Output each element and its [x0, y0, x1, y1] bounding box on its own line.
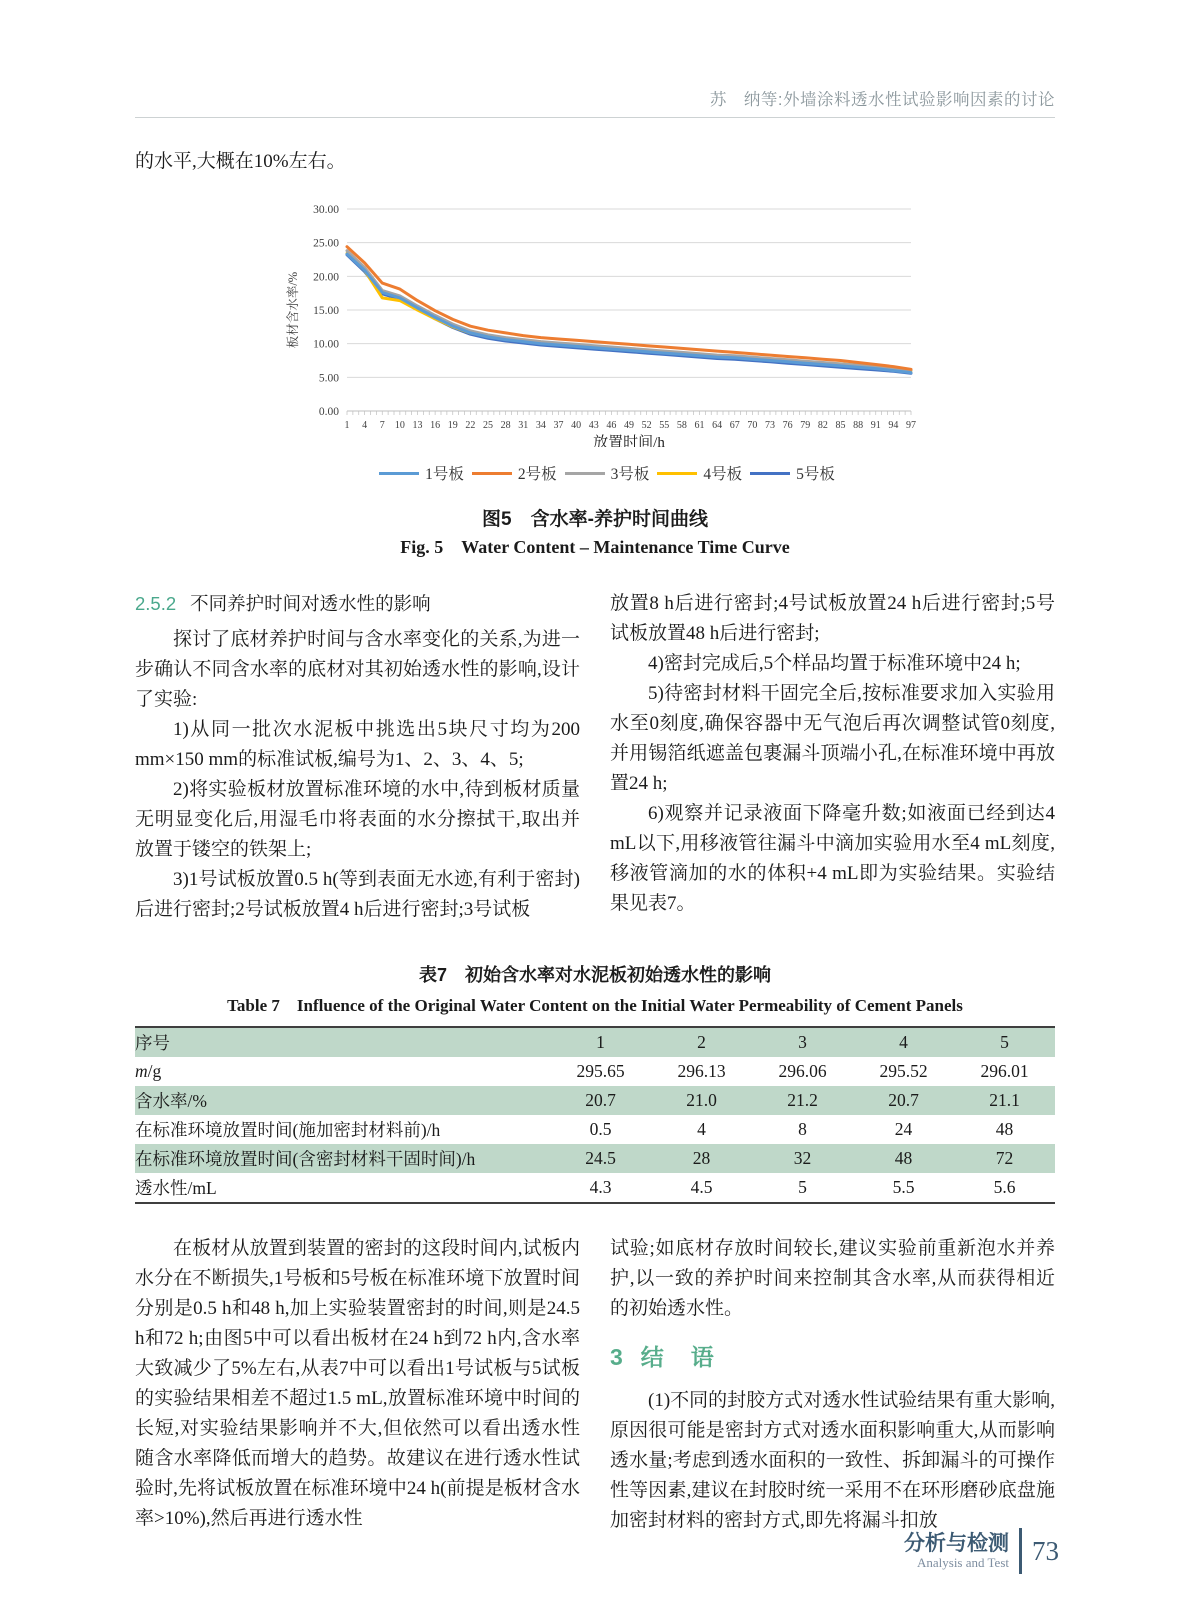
cell-value: 3	[798, 1032, 807, 1052]
header-rule	[135, 117, 1055, 118]
section3-heading	[610, 1342, 1055, 1372]
cell-value: 48	[995, 1119, 1014, 1139]
paragraph: 3)1号试板放置0.5 h(等到表面无水迹,有利于密封)后进行密封;2号试板放置4 h后进行密封;3号试板	[135, 869, 580, 920]
svg-text:67: 67	[729, 420, 740, 431]
svg-text:37: 37	[553, 420, 564, 431]
legend-label: 4号板	[703, 466, 743, 483]
legend-line-swatch	[565, 472, 605, 475]
cell-value: 296.01	[980, 1061, 1029, 1081]
svg-text:20.00: 20.00	[313, 271, 339, 284]
svg-text:5.00: 5.00	[318, 372, 339, 385]
subsection-heading-252	[135, 589, 580, 619]
table7	[135, 1026, 1055, 1204]
svg-text:85: 85	[835, 420, 846, 431]
cell-value: 0.5	[589, 1119, 612, 1139]
cell-value: 4	[899, 1032, 908, 1052]
row-label: 在标准环境放置时间(含密封材料干固时间)/h	[135, 1149, 476, 1169]
footer-divider-bar	[1019, 1528, 1022, 1574]
paragraph: (1)不同的封胶方式对透水性试验结果有重大影响,原因很可能是密封方式对透水面积影响重大,从而影响透水量;考虑到透水面积的一致性、拆卸漏斗的可操作性等因素,建议在封胶时统一采用不在环形磨砂底盘施加密封材料的密封方式,即先将漏斗扣放	[610, 1390, 1055, 1531]
cell-value: 20.7	[585, 1090, 616, 1110]
svg-text:25.00: 25.00	[313, 237, 339, 250]
y-axis-title: 板材含水率/%	[286, 271, 300, 349]
cell-value: 295.65	[576, 1061, 625, 1081]
table-row	[135, 1144, 1055, 1173]
running-header	[135, 0, 1055, 110]
svg-text:82: 82	[817, 420, 828, 431]
cell-value: 5.5	[892, 1177, 915, 1197]
legend-line-swatch	[379, 472, 419, 475]
paragraph: 1)从同一批次水泥板中挑选出5块尺寸均为200 mm×150 mm的标准试板,编号为1、2、3、4、5;	[135, 719, 580, 770]
cell-value: 4	[697, 1119, 706, 1139]
figure5-chart-block	[283, 195, 931, 484]
legend-label: 3号板	[610, 466, 650, 483]
cell-value: 5	[798, 1177, 807, 1197]
svg-text:64: 64	[712, 420, 723, 431]
row-label: 透水性/mL	[135, 1178, 217, 1198]
svg-text:19: 19	[447, 420, 458, 431]
svg-text:97: 97	[906, 420, 916, 431]
cell-value: 24	[894, 1119, 913, 1139]
table7-title-en: Table 7 Influence of the Original Water Content on the Initial Water Permeability of Cement Panels	[227, 996, 963, 1015]
table-row	[135, 1115, 1055, 1144]
svg-text:0.00: 0.00	[318, 406, 339, 418]
svg-text:25: 25	[483, 420, 493, 431]
cell-value: 296.13	[677, 1061, 726, 1081]
cell-value: 48	[894, 1148, 913, 1168]
legend-line-swatch	[657, 472, 697, 475]
cell-value: 28	[692, 1148, 711, 1168]
svg-text:10: 10	[394, 420, 405, 431]
svg-text:43: 43	[588, 420, 599, 431]
paragraph: 在板材从放置到装置的密封的这段时间内,试板内水分在不断损失,1号板和5号板在标准环境下放置时间分别是0.5 h和48 h,加上实验装置密封的时间,则是24.5 h和72 h;由图5中可以看出板材在24 h到72 h内,含水率大致减少了5%左右,从表7中可以看出1号试板与5试板的实验结果相差不超过1.5 mL,放置标准环境中时间的长短,对实验结果影响并不大,但依然可以看出透水性随含水率降低而增大的趋势。故建议在进行透水性试验时,先将试板放置在标准环境中24 h(前提是板材含水率>10%),然后再进行透水性	[135, 1238, 580, 1529]
legend-item	[472, 462, 557, 484]
cell-value: 296.06	[778, 1061, 827, 1081]
legend-line-swatch	[472, 472, 512, 475]
figure5-caption-en: Fig. 5 Water Content – Maintenance Time Curve	[400, 537, 790, 557]
paragraph: 5)待密封材料干固完全后,按标准要求加入实验用水至0刻度,确保容器中无气泡后再次调整试管0刻度,并用锡箔纸遮盖包裹漏斗顶端小孔,在标准环境中再放置24 h;	[610, 683, 1055, 794]
svg-text:52: 52	[641, 420, 652, 431]
row-label: 序号	[135, 1033, 170, 1053]
svg-text:16: 16	[430, 420, 441, 431]
svg-text:30.00: 30.00	[313, 204, 339, 216]
svg-text:31: 31	[518, 420, 529, 431]
cell-value: 4.3	[589, 1177, 612, 1197]
svg-text:46: 46	[606, 420, 617, 431]
cell-value: 5.6	[993, 1177, 1016, 1197]
svg-text:55: 55	[659, 420, 670, 431]
cell-value: 2	[697, 1032, 706, 1052]
svg-text:34: 34	[535, 420, 546, 431]
column-top-left	[135, 589, 580, 925]
cell-value: 32	[793, 1148, 812, 1168]
page-number: 73	[1032, 1535, 1059, 1566]
svg-text:73: 73	[765, 420, 775, 431]
paragraph: 放置8 h后进行密封;4号试板放置24 h后进行密封;5号试板放置48 h后进行密封;	[610, 593, 1055, 644]
table-row	[135, 1173, 1055, 1203]
subsection-number: 2.5.2	[135, 593, 177, 614]
svg-text:76: 76	[782, 420, 793, 431]
legend-item	[379, 462, 464, 484]
journal-name	[904, 1532, 1009, 1570]
page-footer	[904, 1528, 1059, 1574]
row-label: m/g	[135, 1061, 162, 1081]
cell-value: 21.2	[787, 1090, 818, 1110]
svg-text:1: 1	[344, 420, 350, 431]
table7-title-zh: 表7 初始含水率对水泥板初始透水性的影响	[418, 965, 771, 985]
table-row	[135, 1027, 1055, 1057]
column-top-right	[610, 589, 1055, 925]
paragraph: 探讨了底材养护时间与含水率变化的关系,为进一步确认不同含水率的底材对其初始透水性的影响,设计了实验:	[135, 629, 580, 710]
table-row	[135, 1086, 1055, 1115]
svg-text:61: 61	[694, 420, 705, 431]
legend-label: 5号板	[796, 466, 835, 483]
cell-value: 24.5	[585, 1148, 616, 1168]
legend-label: 1号板	[425, 466, 464, 483]
legend-label: 2号板	[517, 466, 557, 483]
x-axis-ticks	[347, 411, 911, 415]
svg-text:88: 88	[853, 420, 864, 431]
svg-text:40: 40	[571, 420, 582, 431]
subsection-title: 不同养护时间对透水性的影响	[190, 593, 431, 614]
x-axis-title: 放置时间/h	[593, 435, 665, 447]
cell-value: 8	[798, 1119, 807, 1139]
columns-top	[135, 589, 1055, 925]
paragraph: 6)观察并记录液面下降毫升数;如液面已经到达4 mL以下,用移液管往漏斗中滴加实验用水至4 mL刻度,移液管滴加的水的体积+4 mL即为实验结果。实验结果见表7。	[610, 803, 1055, 914]
svg-text:79: 79	[800, 420, 811, 431]
paragraph: 2)将实验板材放置标准环境的水中,待到板材质量无明显变化后,用湿毛巾将表面的水分擦拭干,取出并放置于镂空的铁架上;	[135, 779, 580, 860]
paragraph: 4)密封完成后,5个样品均置于标准环境中24 h;	[648, 653, 1021, 674]
line-chart	[283, 195, 931, 447]
section3-number: 3	[610, 1344, 623, 1370]
y-tick-labels	[313, 204, 339, 418]
legend-item	[750, 462, 835, 484]
svg-text:4: 4	[362, 420, 368, 431]
svg-text:70: 70	[747, 420, 758, 431]
svg-text:10.00: 10.00	[313, 338, 339, 351]
cell-value: 21.0	[686, 1090, 717, 1110]
column-bottom-left	[135, 1234, 580, 1536]
legend-item	[565, 462, 650, 484]
svg-text:15.00: 15.00	[313, 305, 339, 317]
cell-value: 1	[596, 1032, 605, 1052]
svg-text:13: 13	[412, 420, 423, 431]
cell-value: 20.7	[888, 1090, 919, 1110]
svg-text:91: 91	[870, 420, 881, 431]
table-row	[135, 1057, 1055, 1086]
svg-text:7: 7	[379, 420, 385, 431]
cell-value: 295.52	[879, 1061, 928, 1081]
legend-line-swatch	[750, 472, 790, 475]
cell-value: 4.5	[690, 1177, 713, 1197]
figure5-caption-zh: 图5 含水率-养护时间曲线	[482, 509, 708, 530]
svg-text:94: 94	[888, 420, 899, 431]
row-label: 在标准环境放置时间(施加密封材料前)/h	[135, 1120, 441, 1140]
svg-text:58: 58	[676, 420, 687, 431]
svg-text:49: 49	[624, 420, 634, 431]
cell-value: 5	[1000, 1032, 1009, 1052]
x-tick-labels	[345, 420, 917, 431]
intro-line: 的水平,大概在10%左右。	[135, 151, 346, 172]
chart-legend	[283, 462, 931, 484]
cell-value: 72	[995, 1148, 1014, 1168]
section3-title: 结 语	[640, 1344, 716, 1370]
column-bottom-right	[610, 1234, 1055, 1536]
columns-bottom	[135, 1234, 1055, 1536]
row-label: 含水率/%	[135, 1091, 207, 1111]
paragraph-group	[610, 1234, 1055, 1324]
legend-item	[657, 462, 742, 484]
svg-text:22: 22	[465, 420, 476, 431]
journal-name-en: Analysis and Test	[916, 1554, 1009, 1570]
running-title: 苏 纳等:外墙涂料透水性试验影响因素的讨论	[709, 91, 1055, 109]
journal-name-zh: 分析与检测	[904, 1531, 1009, 1555]
paragraph: 试验;如底材存放时间较长,建议实验前重新泡水并养护,以一致的养护时间来控制其含水率,从而获得相近的初始透水性。	[610, 1238, 1055, 1319]
paragraph-group	[610, 1386, 1055, 1536]
paragraph-group	[135, 625, 580, 925]
svg-text:28: 28	[500, 420, 511, 431]
cell-value: 21.1	[989, 1090, 1020, 1110]
